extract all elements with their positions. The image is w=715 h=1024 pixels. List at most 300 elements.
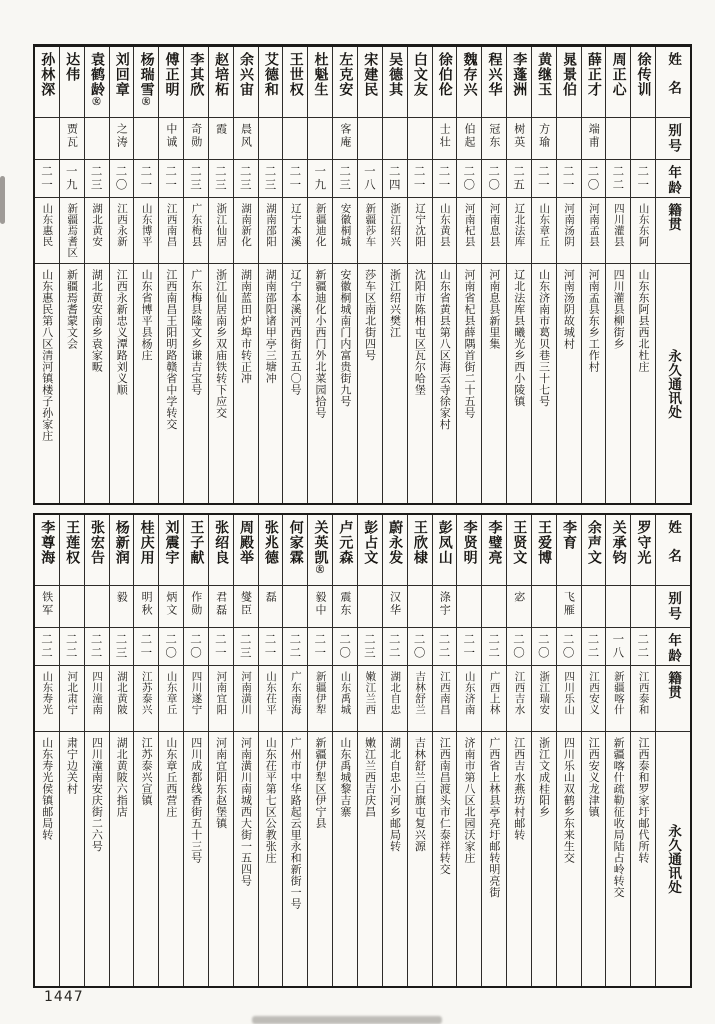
person-age [159, 159, 183, 197]
person-address-text: 山东章丘西营庄 [164, 737, 178, 818]
person-address-text: 安徽桐城南门内富贵街九号 [338, 269, 352, 407]
person-name [308, 47, 332, 117]
person-alias [308, 585, 332, 627]
person-age [259, 159, 283, 197]
person-origin [184, 197, 208, 263]
person-name-text: 魏存兴 [461, 52, 478, 97]
person-age-text: 二二 [39, 633, 54, 660]
person-age [631, 627, 655, 665]
person-name-text: 李贤明 [461, 520, 478, 565]
person-address [383, 263, 407, 503]
person-name-text: 桂庆用 [138, 520, 155, 565]
person-name-text: 关承钧 [610, 520, 627, 565]
person-age-text: 二一 [437, 165, 452, 192]
person-address-text: 河南潢川南城西大街一五四号 [239, 737, 253, 887]
person-origin-text: 山东惠民 [41, 203, 54, 247]
person-origin [209, 197, 233, 263]
person-column [258, 47, 283, 503]
directory-table-bottom [33, 513, 692, 988]
person-age [60, 159, 84, 197]
person-column [581, 47, 606, 503]
person-alias [457, 117, 481, 159]
person-origin [209, 665, 233, 731]
person-origin [606, 665, 630, 731]
person-address [507, 731, 531, 986]
header-cell-alias [656, 117, 690, 159]
person-address [159, 263, 183, 503]
person-origin-text: 辽宁本溪 [289, 203, 302, 247]
person-address-text: 四川乐山双鹤乡东来生交 [562, 737, 576, 864]
person-name-text: 张绍良 [213, 520, 230, 565]
person-origin [35, 665, 59, 731]
person-address [85, 263, 109, 503]
person-column [556, 47, 581, 503]
person-column [59, 515, 84, 986]
person-origin-text: 山东东阿 [637, 203, 650, 247]
person-address-text: 吉林舒兰白旗屯复兴源 [413, 737, 427, 852]
person-column [183, 515, 208, 986]
person-name [408, 515, 432, 585]
person-name-text: 余声文 [585, 520, 602, 565]
person-alias [259, 585, 283, 627]
person-age [532, 159, 556, 197]
person-origin [507, 197, 531, 263]
person-age [234, 159, 258, 197]
person-origin [60, 665, 84, 731]
person-column [382, 47, 407, 503]
person-origin [631, 665, 655, 731]
person-origin [283, 197, 307, 263]
person-origin [383, 665, 407, 731]
person-address [433, 263, 457, 503]
person-origin-text: 山东寿光 [41, 671, 54, 715]
person-alias-text: 霞 [214, 123, 228, 136]
person-alias-text: 树英 [512, 123, 526, 149]
person-age [582, 627, 606, 665]
person-name [159, 47, 183, 117]
person-origin-text: 浙江瑞安 [538, 671, 551, 715]
person-name-text: 王贤文 [511, 520, 528, 565]
person-alias-text: 客庵 [338, 123, 352, 149]
person-origin [159, 197, 183, 263]
person-origin-text: 湖南邵阳 [265, 203, 278, 247]
person-alias-text: 炳文 [164, 591, 178, 617]
person-alias-text: 作勋 [189, 591, 203, 617]
person-column [481, 47, 506, 503]
person-address [35, 263, 59, 503]
person-alias [134, 585, 158, 627]
header-cell-origin [656, 197, 690, 263]
person-age-text: 二二 [387, 633, 402, 660]
person-age-text: 二四 [387, 165, 402, 192]
person-age [507, 159, 531, 197]
person-name [134, 515, 158, 585]
person-name [383, 515, 407, 585]
person-origin [383, 197, 407, 263]
header-label-alias: 别号 [665, 123, 682, 154]
header-cell-address [656, 263, 690, 503]
person-origin-text: 新疆焉耆区 [66, 203, 79, 258]
person-address-text: 广州市中华路起云里永和新街一号 [289, 737, 303, 910]
person-age [85, 627, 109, 665]
person-age [433, 627, 457, 665]
person-column [133, 515, 158, 986]
person-alias [333, 585, 357, 627]
person-column [208, 515, 233, 986]
person-column [233, 47, 258, 503]
person-alias-text: 中诚 [164, 123, 178, 149]
person-age-text: 二三 [263, 165, 278, 192]
person-age-text: 二一 [139, 165, 154, 192]
person-alias [35, 585, 59, 627]
person-origin-text: 山东禹城 [339, 671, 352, 715]
person-address-text: 江西安义龙津镇 [587, 737, 601, 818]
person-age-text: 二二 [288, 633, 303, 660]
person-origin-text: 湖南新化 [240, 203, 253, 247]
person-address [457, 263, 481, 503]
person-name-text: 袁鹤龄㊛ [88, 52, 105, 105]
person-name [557, 47, 581, 117]
person-name [606, 515, 630, 585]
person-alias [333, 117, 357, 159]
person-address [184, 263, 208, 503]
person-origin-text: 江西吉水 [513, 671, 526, 715]
person-name-text: 张宏告 [88, 520, 105, 565]
person-name-text: 傅正明 [163, 52, 180, 97]
person-age-text: 二〇 [189, 633, 204, 660]
person-origin [134, 665, 158, 731]
person-age [333, 627, 357, 665]
person-name [433, 515, 457, 585]
person-age-text: 二三 [238, 165, 253, 192]
person-column [456, 47, 481, 503]
person-origin [333, 197, 357, 263]
person-age-text: 二一 [636, 165, 651, 192]
person-name [358, 515, 382, 585]
person-alias-text: 涤宇 [438, 591, 452, 617]
person-origin [507, 665, 531, 731]
person-column [407, 47, 432, 503]
person-alias [582, 585, 606, 627]
person-address-text: 新疆迪化小西门外北菜园拾号 [313, 269, 327, 419]
person-address [60, 731, 84, 986]
person-column [158, 47, 183, 503]
person-name [134, 47, 158, 117]
person-origin-text: 浙江仙居 [215, 203, 228, 247]
person-origin [308, 197, 332, 263]
person-origin-text: 广东南海 [289, 671, 302, 715]
person-column [84, 515, 109, 986]
person-column [332, 47, 357, 503]
person-column [531, 47, 556, 503]
female-mark: ㊛ [141, 97, 152, 105]
person-name [283, 47, 307, 117]
person-age-text: 二一 [288, 165, 303, 192]
person-name-text: 黄继玉 [536, 52, 553, 97]
person-name-text: 白文友 [411, 52, 428, 97]
person-alias-text: 士壮 [438, 123, 452, 149]
person-origin [557, 665, 581, 731]
person-age [631, 159, 655, 197]
person-alias [184, 117, 208, 159]
person-name-text: 程兴华 [486, 52, 503, 97]
person-origin-text: 河南潢川 [240, 671, 253, 715]
person-origin-text: 新疆莎车 [364, 203, 377, 247]
person-origin [110, 197, 134, 263]
person-alias [234, 585, 258, 627]
person-address [159, 731, 183, 986]
person-alias [507, 117, 531, 159]
person-age-text: 二一 [213, 633, 228, 660]
person-column [407, 515, 432, 986]
person-column [208, 47, 233, 503]
person-origin [234, 665, 258, 731]
person-address [209, 731, 233, 986]
person-alias [457, 585, 481, 627]
person-address [184, 731, 208, 986]
person-column [506, 47, 531, 503]
person-alias [209, 585, 233, 627]
person-column [282, 515, 307, 986]
person-alias [110, 117, 134, 159]
person-origin [110, 665, 134, 731]
person-age-text: 二三 [114, 633, 129, 660]
person-origin-text: 浙江绍兴 [389, 203, 402, 247]
person-address-text: 新疆伊犁区伊宁县 [313, 737, 327, 829]
person-name-text: 薛正才 [585, 52, 602, 97]
person-name [582, 515, 606, 585]
person-column [332, 515, 357, 986]
person-alias-text: 磊 [264, 591, 278, 604]
person-address [383, 731, 407, 986]
person-name [60, 47, 84, 117]
person-origin [159, 665, 183, 731]
person-age [358, 627, 382, 665]
directory-table-top [33, 44, 692, 505]
person-origin-text: 湖北自忠 [389, 671, 402, 715]
person-age-text: 二二 [437, 633, 452, 660]
person-name [159, 515, 183, 585]
person-name [85, 47, 109, 117]
person-column [233, 515, 258, 986]
person-origin-text: 河南息县 [488, 203, 501, 247]
person-name [383, 47, 407, 117]
person-age [85, 159, 109, 197]
person-name-text: 刘回章 [113, 52, 130, 97]
person-alias [606, 117, 630, 159]
person-origin-text: 江苏泰兴 [140, 671, 153, 715]
person-origin [557, 197, 581, 263]
person-name [209, 47, 233, 117]
header-cell-age [656, 627, 690, 665]
person-name-text: 李育 [560, 520, 577, 550]
person-age-text: 一九 [64, 165, 79, 192]
person-origin-text: 江西南昌 [438, 671, 451, 715]
person-alias-text: 宓 [512, 591, 526, 604]
person-alias-text: 铁军 [40, 591, 54, 617]
person-alias [433, 117, 457, 159]
person-column [183, 47, 208, 503]
person-alias [110, 585, 134, 627]
person-address-text: 辽宁本溪河西街五五〇号 [289, 269, 303, 396]
person-alias [60, 585, 84, 627]
person-name-text: 王子献 [188, 520, 205, 565]
person-address-text: 浙江仙居南乡双庙铁转下应交 [214, 269, 228, 419]
person-name-text: 何家霖 [287, 520, 304, 565]
person-column [282, 47, 307, 503]
person-address-text: 四川成都线香街五十三号 [189, 737, 203, 864]
person-address [259, 263, 283, 503]
person-age-text: 二〇 [511, 633, 526, 660]
person-address-text: 新疆焉耆蒙文会 [65, 269, 79, 350]
person-origin [333, 665, 357, 731]
person-origin-text: 河南宜阳 [215, 671, 228, 715]
person-address-text: 山东济南市葛贝巷三十七号 [537, 269, 551, 407]
person-address [333, 263, 357, 503]
person-alias [383, 585, 407, 627]
person-column [59, 47, 84, 503]
person-origin [259, 665, 283, 731]
person-name-text: 孙林深 [39, 52, 56, 97]
person-age-text: 二〇 [586, 165, 601, 192]
person-name-text: 李蓬洲 [511, 52, 528, 97]
person-alias [532, 117, 556, 159]
person-column [382, 515, 407, 986]
person-name [532, 515, 556, 585]
person-address [110, 263, 134, 503]
person-origin [283, 665, 307, 731]
person-age [408, 159, 432, 197]
scan-smudge [252, 1016, 442, 1024]
female-mark: ㊛ [315, 565, 326, 573]
person-age [408, 627, 432, 665]
person-age-text: 二〇 [338, 633, 353, 660]
person-name-text: 彭占文 [362, 520, 379, 565]
person-origin [433, 197, 457, 263]
person-address [283, 731, 307, 986]
person-origin-text: 山东济南 [463, 671, 476, 715]
person-age-text: 二三 [338, 165, 353, 192]
person-alias-text: 毅 [115, 591, 129, 604]
person-name [209, 515, 233, 585]
person-column [581, 515, 606, 986]
person-address [209, 263, 233, 503]
person-age [259, 627, 283, 665]
person-address [333, 731, 357, 986]
person-column [630, 515, 655, 986]
person-origin-text: 山东茌平 [265, 671, 278, 715]
person-origin-text: 河南杞县 [463, 203, 476, 247]
person-alias [606, 585, 630, 627]
person-alias-text: 毅中 [313, 591, 327, 617]
person-alias [408, 117, 432, 159]
person-origin [308, 665, 332, 731]
person-name-text: 周殿举 [238, 520, 255, 565]
person-address [35, 731, 59, 986]
person-name-text: 艾德和 [262, 52, 279, 97]
person-address [85, 731, 109, 986]
person-name [110, 47, 134, 117]
person-name-text: 杨新润 [113, 520, 130, 565]
person-age [283, 627, 307, 665]
person-name-text: 赵培柘 [213, 52, 230, 97]
person-age [184, 159, 208, 197]
person-age [234, 627, 258, 665]
person-address-text: 山东省黄县第八区海云寺徐家村 [438, 269, 452, 430]
person-column [258, 515, 283, 986]
person-address [557, 731, 581, 986]
person-column [456, 515, 481, 986]
person-address-text: 沈阳市陈相屯区瓦尔哈堡 [413, 269, 427, 396]
person-origin [234, 197, 258, 263]
person-column [630, 47, 655, 503]
person-name [234, 515, 258, 585]
header-label-address: 永久通讯处 [665, 824, 682, 894]
person-alias [259, 117, 283, 159]
person-alias [209, 117, 233, 159]
person-age-text: 二二 [487, 633, 502, 660]
person-alias [582, 117, 606, 159]
person-age [110, 159, 134, 197]
person-age-text: 二〇 [114, 165, 129, 192]
person-address-text: 河南汤阴故城村 [562, 269, 576, 350]
person-address [408, 263, 432, 503]
person-origin-text: 河南孟县 [587, 203, 600, 247]
person-age [35, 627, 59, 665]
person-address-text: 湖北自忠小河乡邮局转 [388, 737, 402, 852]
person-age [433, 159, 457, 197]
person-age [333, 159, 357, 197]
person-origin-text: 山东章丘 [538, 203, 551, 247]
page-number: 1447 [44, 989, 84, 1005]
person-age [159, 627, 183, 665]
person-address [234, 731, 258, 986]
person-origin-text: 四川遂宁 [190, 671, 203, 715]
person-origin [532, 197, 556, 263]
header-cell-name [656, 515, 690, 585]
person-age-text: 二一 [39, 165, 54, 192]
person-address [557, 263, 581, 503]
person-origin-text: 新疆迪化 [314, 203, 327, 247]
person-origin-text: 山东博平 [140, 203, 153, 247]
person-address [507, 263, 531, 503]
person-age [35, 159, 59, 197]
female-mark: ㊛ [91, 97, 102, 105]
person-age [134, 627, 158, 665]
person-name-text: 王爱博 [536, 520, 553, 565]
person-address-text: 河南省杞县薛隅首街二十五号 [463, 269, 477, 419]
header-column [655, 47, 690, 503]
person-name-text: 徐传训 [635, 52, 652, 97]
person-age-text: 二〇 [412, 633, 427, 660]
person-origin-text: 吉林舒兰 [414, 671, 427, 715]
person-address-text: 河南息县新里集 [487, 269, 501, 350]
person-age [532, 627, 556, 665]
person-origin-text: 嫩江兰西 [364, 671, 377, 715]
person-alias-text: 奇勋 [189, 123, 203, 149]
person-alias-text: 端甫 [587, 123, 601, 149]
person-address-text: 湖北黄陂六指店 [115, 737, 129, 818]
person-column [357, 47, 382, 503]
person-name-text: 刘震宇 [163, 520, 180, 565]
person-alias [60, 117, 84, 159]
person-column [531, 515, 556, 986]
person-alias [482, 585, 506, 627]
person-address [358, 731, 382, 986]
person-alias [35, 117, 59, 159]
person-name [35, 515, 59, 585]
person-address [60, 263, 84, 503]
